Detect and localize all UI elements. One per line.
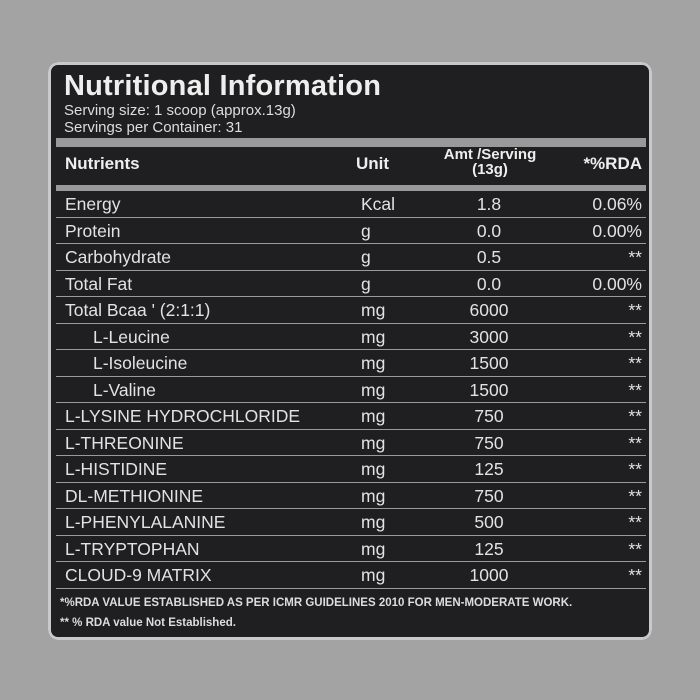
nutrient-unit: mg — [361, 326, 386, 347]
table-row — [56, 536, 646, 563]
nutrient-amount: 750 — [474, 485, 504, 506]
nutrient-amount: 500 — [474, 512, 504, 532]
nutrient-name: Energy — [65, 194, 121, 214]
table-row — [56, 271, 646, 298]
nutrient-name: L-PHENYLALANINE — [65, 512, 226, 532]
nutrient-rda: 0.00% — [592, 220, 642, 241]
nutrient-rda: ** — [628, 565, 642, 585]
nutrient-amount: 125 — [474, 459, 504, 479]
nutrient-rda: ** — [628, 353, 642, 373]
footnote-not-established: ** % RDA value Not Established. — [60, 617, 236, 629]
nutrient-unit: mg — [361, 300, 386, 320]
nutrient-name: DL-METHIONINE — [65, 485, 204, 506]
nutrient-unit: mg — [361, 459, 386, 479]
table-row — [56, 562, 646, 589]
nutrient-name: CLOUD-9 MATRIX — [65, 565, 212, 585]
table-row — [56, 218, 646, 245]
nutrient-table-body — [56, 191, 646, 589]
header-nutrients: Nutrients — [65, 154, 140, 173]
nutrient-unit: mg — [361, 406, 386, 426]
nutrient-amount: 0.5 — [476, 247, 502, 267]
table-row — [56, 430, 646, 457]
nutrient-name: L-TRYPTOPHAN — [65, 538, 200, 559]
header-amount-line1: Amt /Serving — [443, 146, 537, 163]
nutrient-rda: ** — [628, 538, 642, 559]
table-row — [56, 191, 646, 218]
table-row — [56, 350, 646, 377]
table-row — [56, 377, 646, 404]
nutrient-unit: mg — [361, 538, 386, 559]
nutrient-amount: 0.0 — [476, 273, 502, 294]
nutrient-rda: ** — [628, 300, 642, 320]
nutrient-unit: Kcal — [361, 194, 396, 214]
nutrient-amount: 750 — [474, 406, 504, 426]
nutrient-name: Carbohydrate — [65, 247, 172, 267]
nutrient-amount: 750 — [474, 432, 504, 453]
header-amount — [428, 147, 552, 177]
nutrient-unit: mg — [361, 353, 386, 373]
nutrient-unit: g — [361, 247, 371, 267]
nutrient-unit: mg — [361, 485, 386, 506]
table-row — [56, 324, 646, 351]
table-header — [48, 146, 652, 184]
header-unit: Unit — [356, 154, 390, 173]
nutrient-name: L-LYSINE HYDROCHLORIDE — [65, 406, 301, 426]
nutrient-rda: ** — [628, 512, 642, 532]
nutrient-amount: 6000 — [469, 300, 509, 320]
nutrient-rda: ** — [628, 485, 642, 506]
table-row — [56, 244, 646, 271]
nutrient-rda: 0.06% — [592, 194, 642, 214]
serving-size: Serving size: 1 scoop (approx.13g) — [64, 102, 296, 119]
nutrient-name: L-THREONINE — [65, 432, 184, 453]
footnote-rda: *%RDA VALUE ESTABLISHED AS PER ICMR GUIDELINES 2010 FOR MEN-MODERATE WORK. — [60, 597, 573, 609]
panel-title: Nutritional Information — [64, 70, 382, 102]
nutrient-unit: mg — [361, 432, 386, 453]
nutrient-amount: 1500 — [469, 353, 509, 373]
nutrient-unit: g — [361, 273, 371, 294]
nutrient-unit: mg — [361, 379, 386, 400]
header-amount-line2: (13g) — [472, 161, 508, 178]
nutrient-name: L-HISTIDINE — [65, 459, 168, 479]
table-row — [56, 297, 646, 324]
nutrient-unit: mg — [361, 512, 386, 532]
nutrient-name: Total Bcaa ' (2:1:1) — [65, 300, 211, 320]
nutrient-amount: 3000 — [469, 326, 509, 347]
nutrient-amount: 1000 — [469, 565, 509, 585]
nutrient-amount: 1.8 — [476, 194, 502, 214]
nutrition-panel — [48, 62, 652, 640]
nutrient-name: L-Valine — [93, 379, 156, 400]
nutrient-name: Total Fat — [65, 273, 133, 294]
nutrient-name: L-Leucine — [93, 326, 170, 347]
nutrient-amount: 0.0 — [476, 220, 502, 241]
table-row — [56, 483, 646, 510]
table-row — [56, 456, 646, 483]
nutrient-rda: ** — [628, 379, 642, 400]
nutrient-rda: ** — [628, 247, 642, 267]
nutrient-amount: 125 — [474, 538, 504, 559]
nutrient-rda: ** — [628, 459, 642, 479]
table-row — [56, 403, 646, 430]
servings-per-container: Servings per Container: 31 — [64, 119, 243, 136]
nutrient-unit: mg — [361, 565, 386, 585]
nutrient-rda: ** — [628, 326, 642, 347]
header-rda: *%RDA — [583, 154, 642, 173]
nutrient-unit: g — [361, 220, 371, 241]
nutrient-name: Protein — [65, 220, 121, 241]
nutrient-amount: 1500 — [469, 379, 509, 400]
nutrient-rda: ** — [628, 406, 642, 426]
nutrient-rda: ** — [628, 432, 642, 453]
nutrient-name: L-Isoleucine — [93, 353, 188, 373]
nutrient-rda: 0.00% — [592, 273, 642, 294]
table-row — [56, 509, 646, 536]
